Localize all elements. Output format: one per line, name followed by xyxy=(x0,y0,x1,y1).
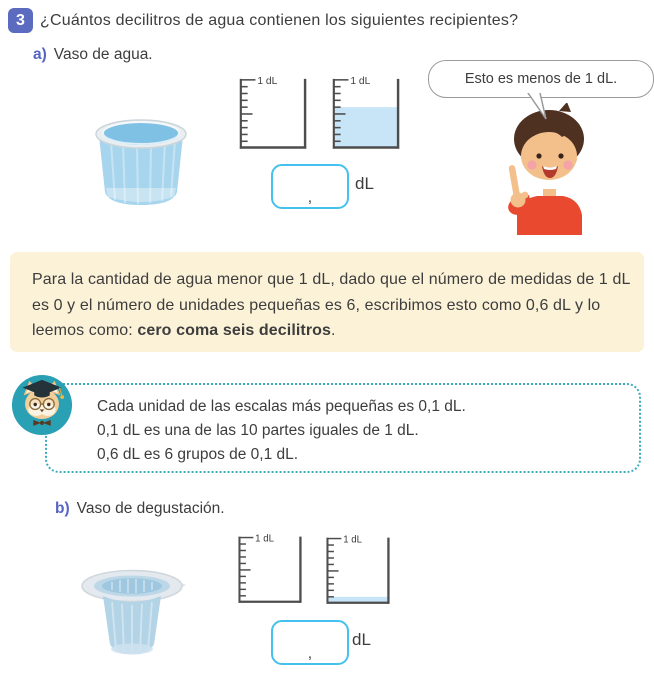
speech-bubble-tail xyxy=(524,93,552,123)
beaker-b-filled xyxy=(321,533,395,607)
explanation-text xyxy=(32,267,632,344)
speech-bubble-text: Esto es menos de 1 dL. xyxy=(464,71,618,87)
answer-b-decimal-comma: , xyxy=(307,645,313,662)
answer-a-decimal-comma: , xyxy=(307,189,313,206)
tip-line1: Cada unidad de las escalas más pequeñas es 0,1 dL. xyxy=(97,398,466,415)
tip-line3: 0,6 dL es 6 grupos de 0,1 dL. xyxy=(97,446,299,463)
water-cup-image xyxy=(85,106,197,212)
section-b-title: Vaso de degustación. xyxy=(76,500,225,517)
answer-a-unit: dL xyxy=(355,174,374,193)
beaker-b-empty xyxy=(233,532,307,606)
beaker-b-filled-scale-label: 1 dL xyxy=(343,534,363,546)
exercise-number-badge xyxy=(8,8,33,33)
explanation-line3-suffix: . xyxy=(331,322,336,339)
tip-text xyxy=(97,395,466,467)
section-b-letter: b) xyxy=(55,500,70,517)
explanation-line2: de 1 dL es 0 y el número de unidades pequeñas es 6, escribimos esto como xyxy=(32,271,630,314)
section-a-letter: a) xyxy=(33,46,47,63)
beaker-b-empty-scale-label: 1 dL xyxy=(255,533,275,545)
explanation-line3-prefix: 0,6 dL y lo leemos como: xyxy=(32,296,601,339)
explanation-line1: Para la cantidad de agua menor que 1 dL, dado que el número de medidas xyxy=(32,271,572,288)
section-a-heading xyxy=(33,46,153,64)
section-a-title: Vaso de agua. xyxy=(53,46,153,63)
explanation-line3-bold: cero coma seis decilitros xyxy=(137,322,332,339)
beaker-a-filled-scale-label: 1 dL xyxy=(350,76,371,88)
tip-line2: 0,1 dL es una de las 10 partes iguales de 1 dL. xyxy=(97,422,419,439)
fox-teacher-avatar xyxy=(11,374,73,436)
tasting-cup-image xyxy=(78,556,186,660)
answer-box-b[interactable] xyxy=(271,620,349,665)
beaker-a-empty-scale-label: 1 dL xyxy=(257,76,278,88)
beaker-a-filled xyxy=(327,74,405,152)
answer-b-unit: dL xyxy=(352,630,371,649)
answer-box-a[interactable] xyxy=(271,164,349,209)
exercise-number: 3 xyxy=(16,11,25,29)
beaker-a-empty xyxy=(234,74,312,152)
section-b-heading xyxy=(55,500,225,518)
exercise-question: ¿Cuántos decilitros de agua contienen los siguientes recipientes? xyxy=(40,12,519,29)
